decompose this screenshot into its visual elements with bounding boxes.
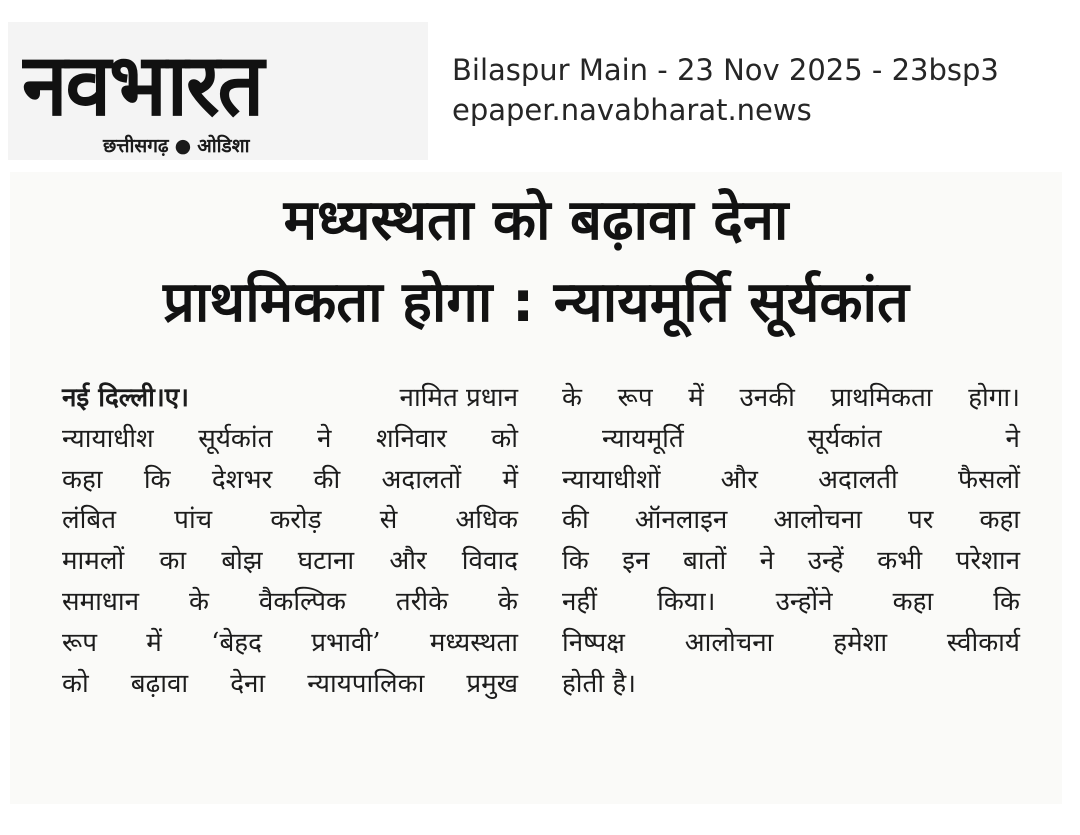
body-line: के रूप में उनकी प्राथमिकता होगा। — [562, 383, 1020, 413]
newspaper-logo — [8, 22, 428, 160]
headline-line-1: मध्यस्थता को बढ़ावा देना — [283, 188, 789, 253]
body-line: नहीं किया। उन्होंने कहा कि — [562, 586, 1020, 617]
body-line: निष्पक्ष आलोचना हमेशा स्वीकार्य — [562, 627, 1020, 658]
body-line: होती है। — [562, 668, 637, 699]
body-line: समाधान के वैकल्पिक तरीके के — [62, 586, 518, 617]
body-text: नामित प्रधान — [399, 383, 518, 413]
body-line: न्यायाधीशों और अदालती फैसलों — [562, 464, 1020, 495]
logo-regions — [103, 132, 250, 158]
body-line: लंबित पांच करोड़ से अधिक — [62, 505, 518, 536]
edition-label: Bilaspur Main - 23 Nov 2025 - 23bsp3 — [452, 53, 999, 87]
body-line — [62, 378, 518, 419]
article-dateline: नई दिल्ली।ए। — [62, 383, 189, 413]
body-line: रूप में ‘बेहद प्रभावी’ मध्यस्थता — [62, 627, 518, 658]
body-line: कि इन बातों ने उन्हें कभी परेशान — [562, 546, 1020, 577]
article-clipping — [10, 172, 1062, 804]
bullet-icon: ● — [174, 135, 192, 157]
epaper-url: epaper.navabharat.news — [452, 93, 812, 127]
edition-info — [452, 50, 1072, 130]
article-column-left — [62, 378, 518, 704]
paragraph-start-line: न्यायमूर्ति सूर्यकांत ने — [602, 423, 1020, 454]
headline-line-2: प्राथमिकता होगा : न्यायमूर्ति सूर्यकांत — [163, 270, 909, 335]
body-line: मामलों का बोझ घटाना और विवाद — [62, 546, 518, 577]
masthead — [0, 0, 1080, 160]
region-odisha: ओडिशा — [197, 135, 250, 157]
article-headline — [10, 180, 1062, 344]
body-line: की ऑनलाइन आलोचना पर कहा — [562, 505, 1020, 536]
body-line: न्यायाधीश सूर्यकांत ने शनिवार को — [62, 423, 518, 454]
logo-wordmark: नवभारत — [22, 35, 263, 136]
article-column-right — [562, 378, 1020, 704]
body-line: को बढ़ावा देना न्यायपालिका प्रमुख — [62, 668, 518, 699]
body-line: कहा कि देशभर की अदालतों में — [62, 464, 518, 495]
region-chhattisgarh: छत्तीसगढ़ — [103, 135, 169, 157]
